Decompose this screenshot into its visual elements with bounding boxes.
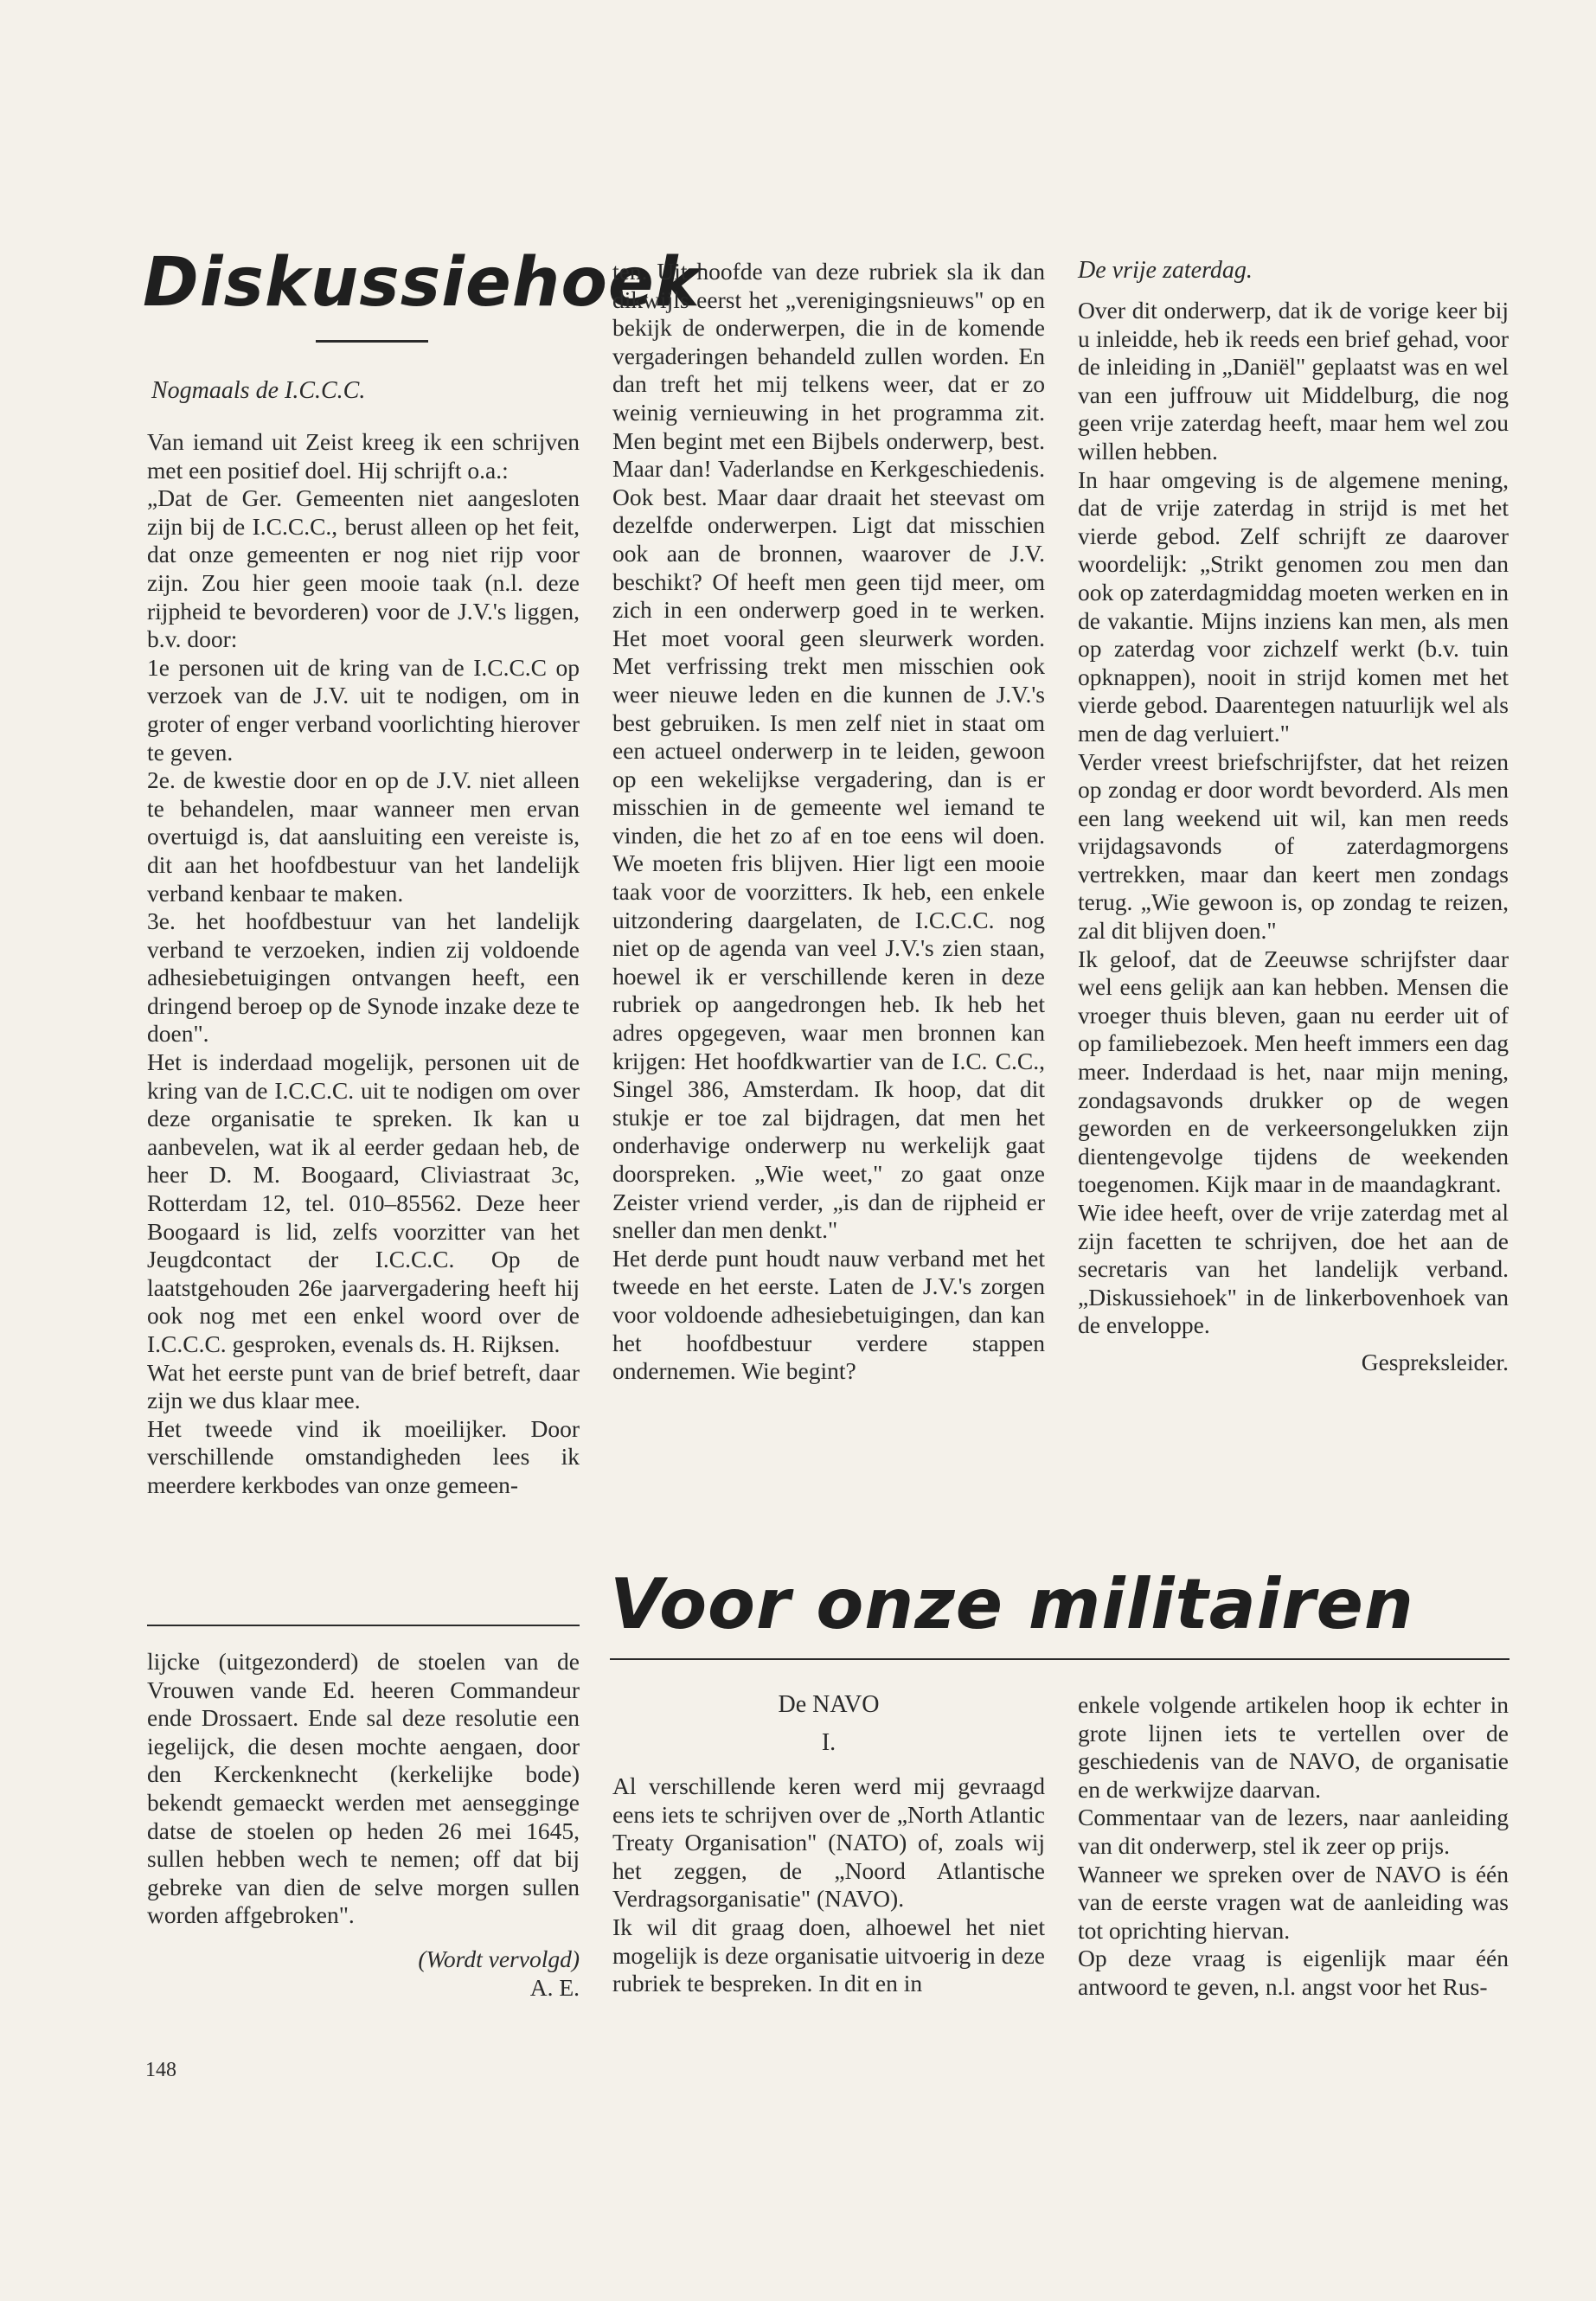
paragraph: Wanneer we spreken over de NAVO is één van de eerste vragen wat de aanleiding was tot oprichting hiervan. [1078, 1860, 1509, 1944]
paragraph: Het tweede vind ik moeilijker. Door verschillende omstandigheden lees ik meerdere kerkbodes van onze gemeen- [147, 1414, 580, 1498]
paragraph: 1e personen uit de kring van de I.C.C.C op verzoek van de J.V. uit te nodigen, om in groter of enger verband voorlichting hierover te geven. [147, 653, 580, 766]
paragraph: ten. Uit hoofde van deze rubriek sla ik dan dikwijls eerst het „verenigingsnieuws" op en bekijk de onderwerpen, die in de komende vergaderingen behandeld zullen worden. En dan treft het mij telkens weer, dat er zo weinig vernieuwing in het programma zit. Men begint met een Bijbels onderwerp, best. Maar dan! Vaderlandse en Kerkgeschiedenis. Ook best. Maar daar draait het steevast om dezelfde onderwerpen. Ligt dat misschien ook aan de bronnen, waarover de J.V. beschikt? Of heeft men geen tijd meer, om zich in een onderwerp goed in te werken. Het moet vooral geen sleurwerk worden. Met verfrissing trekt men misschien ook weer nieuwe leden en die kunnen de J.V.'s best gebruiken. Is men zelf niet in staat om een actueel onderwerp in te leiden, gewoon op een wekelijkse vergadering, dan is er misschien in de gemeente wel iemand te vinden, die het zo af en toe eens wil doen. We moeten fris blijven. Hier ligt een mooie taak voor de voorzitters. Ik heb, een enkele uitzondering daargelaten, de I.C.C.C. nog niet op de agenda van veel J.V.'s zien staan, hoewel ik er verschillende keren in deze rubriek op aangedrongen heb. Ik heb het adres opgegeven, waar men bronnen kan krijgen: Het hoofdkwartier van de I.C. C.C., Singel 386, Amsterdam. Ik hoop, dat dit stukje er toe zal bijdragen, dat men het onderhavige onderwerp nu werkelijk gaat doorspreken. „Wie weet," zo gaat onze Zeister vriend verder, „is dan de rijpheid er sneller dan men denkt." [612, 258, 1045, 1244]
paragraph: Verder vreest briefschrijfster, dat het reizen op zondag er door wordt bevorderd. Als men een lang weekend uit wil, kan men reeds vrijdagsavonds of zaterdagmorgens vertrekken, maar dan keert men zondags terug. „Wie gewoon is, op zondag te reizen, zal dit blijven doen." [1078, 747, 1509, 945]
lower-left-column [147, 1648, 580, 2002]
paragraph: Van iemand uit Zeist kreeg ik een schrijven met een positief doel. Hij schrijft o.a.: [147, 428, 580, 484]
diskussiehoek-column-2 [612, 258, 1045, 1386]
paragraph: Ik wil dit graag doen, alhoewel het niet mogelijk is deze organisatie uitvoerig in deze rubriek te bespreken. In dit en in [612, 1913, 1045, 1997]
part-number: I. [821, 1729, 836, 1756]
paragraph: lijcke (uitgezonderd) de stoelen van de Vrouwen vande Ed. heeren Commandeur ende Drossaert. Ende sal deze resolutie een iegelijck, die desen mochte aengaen, door den Kerckenknecht (kerkelijke bode) bekendt gemaeckt werden met aensegginge datse de stoelen op heden 26 mei 1645, sullen hebben wech te nemen; off dat bij gebreke van dien de selve morgen sullen worden affgebroken". [147, 1648, 580, 1929]
paragraph: „Dat de Ger. Gemeenten niet aangesloten zijn bij de I.C.C.C., berust alleen op het feit, dat onze gemeenten er nog niet rijp voor zijn. Zou hier geen mooie taak (n.l. deze rijpheid te bevorderen) voor de J.V.'s liggen, b.v. door: [147, 484, 580, 653]
paragraph: Wat het eerste punt van de brief betreft, daar zijn we dus klaar mee. [147, 1358, 580, 1414]
navo-subhead: De NAVO [778, 1691, 880, 1718]
continued-note: (Wordt vervolgd) [418, 1945, 580, 1972]
diskussiehoek-subhead: Nogmaals de I.C.C.C. [151, 377, 366, 404]
paragraph: enkele volgende artikelen hoop ik echter in grote lijnen iets te vertellen over de geschiedenis van de NAVO, de organisatie en de werkwijze daarvan. [1078, 1691, 1509, 1803]
militairen-column-1 [612, 1691, 1045, 1998]
paragraph: In haar omgeving is de algemene mening, dat de vrije zaterdag in strijd is met het vierde gebod. Zelf schrijft ze daarover woordelijk: „Strikt genomen zou men dan ook op zaterdagmiddag moeten werken en in de vakantie. Mijns inziens kan men, als men op zaterdag voor zichzelf werkt (b.v. tuin opknappen), nooit in strijd komen met het vierde gebod. Daarentegen natuurlijk wel als men de dag verluiert." [1078, 465, 1509, 747]
paragraph: Wie idee heeft, over de vrije zaterdag met al zijn facetten te schrijven, doe het aan de secretaris van het landelijk verband. „Diskussiehoek" in de linkerbovenhoek van de enveloppe. [1078, 1199, 1509, 1339]
diskussiehoek-title: Diskussiehoek [143, 244, 701, 322]
vrije-zaterdag-subhead: De vrije zaterdag. [1078, 257, 1253, 284]
militairen-rule [610, 1658, 1509, 1660]
paragraph: Het derde punt houdt nauw verband met het tweede en het eerste. Laten de J.V.'s zorgen voor voldoende adhesiebetuigingen, dan kan het hoofdbestuur verdere stappen ondernemen. Wie begint? [612, 1244, 1045, 1385]
paragraph: 3e. het hoofdbestuur van het landelijk verband te verzoeken, indien zij voldoende adhesiebetuigingen ontvangen heeft, een dringend beroep op de Synode inzake deze te doen". [147, 907, 580, 1048]
paragraph: Ik geloof, dat de Zeeuwse schrijfster daar wel eens gelijk aan kan hebben. Mensen die vroeger thuis bleven, gaan nu eerder uit of op familiebezoek. Men heeft immers een dag meer. Inderdaad is het, naar mijn mening, zondagsavonds drukker op de wegen geworden en de verkeersongelukken zijn dientengevolge tijdens de weekenden toegenomen. Kijk maar in de maandagkrant. [1078, 945, 1509, 1198]
title-rule [316, 340, 428, 343]
paragraph: 2e. de kwestie door en op de J.V. niet alleen te behandelen, maar wanneer men ervan overtuigd is, dat aansluiting een vereiste is, dit aan het hoofdbestuur van het landelijk verband kenbaar te maken. [147, 766, 580, 907]
diskussiehoek-column-3 [1078, 257, 1509, 1376]
paragraph: Het is inderdaad mogelijk, personen uit de kring van de I.C.C.C. uit te nodigen om over deze organisatie te spreken. Ik kan u aanbevelen, wat ik al eerder gedaan heb, de heer D. M. Boogaard, Cliviastraat 3c, Rotterdam 12, tel. 010–85562. Deze heer Boogaard is lid, zelfs voorzitter van het Jeugdcontact der I.C.C.C. Op de laatstgehouden 26e jaarvergadering heeft hij ook nog met een enkel woord over de I.C.C.C. gesproken, evenals ds. H. Rijksen. [147, 1048, 580, 1357]
paragraph: Over dit onderwerp, dat ik de vorige keer bij u inleidde, heb ik reeds een brief gehad, voor de inleiding in „Daniël" geplaatst was en wel van een juffrouw uit Middelburg, die nog geen vrije zaterdag heeft, maar hem wel zou willen hebben. [1078, 297, 1509, 465]
militairen-column-2 [1078, 1691, 1509, 2002]
paragraph: Commentaar van de lezers, naar aanleiding van dit onderwerp, stel ik zeer op prijs. [1078, 1804, 1509, 1859]
section-divider [147, 1625, 580, 1626]
signature: Gespreksleider. [1361, 1348, 1509, 1375]
initials: A. E. [529, 1973, 580, 2001]
page-number: 148 [145, 2059, 176, 2081]
diskussiehoek-column-1 [147, 428, 580, 1500]
paragraph: Al verschillende keren werd mij gevraagd eens iets te schrijven over de „North Atlantic Treaty Organisation" (NATO) of, zoals wij het zeggen, de „Noord Atlantische Verdragsorganisatie" (NAVO). [612, 1772, 1045, 1913]
paragraph: Op deze vraag is eigenlijk maar één antwoord te geven, n.l. angst voor het Rus- [1078, 1945, 1509, 2000]
militairen-title: Voor onze militairen [610, 1564, 1414, 1644]
